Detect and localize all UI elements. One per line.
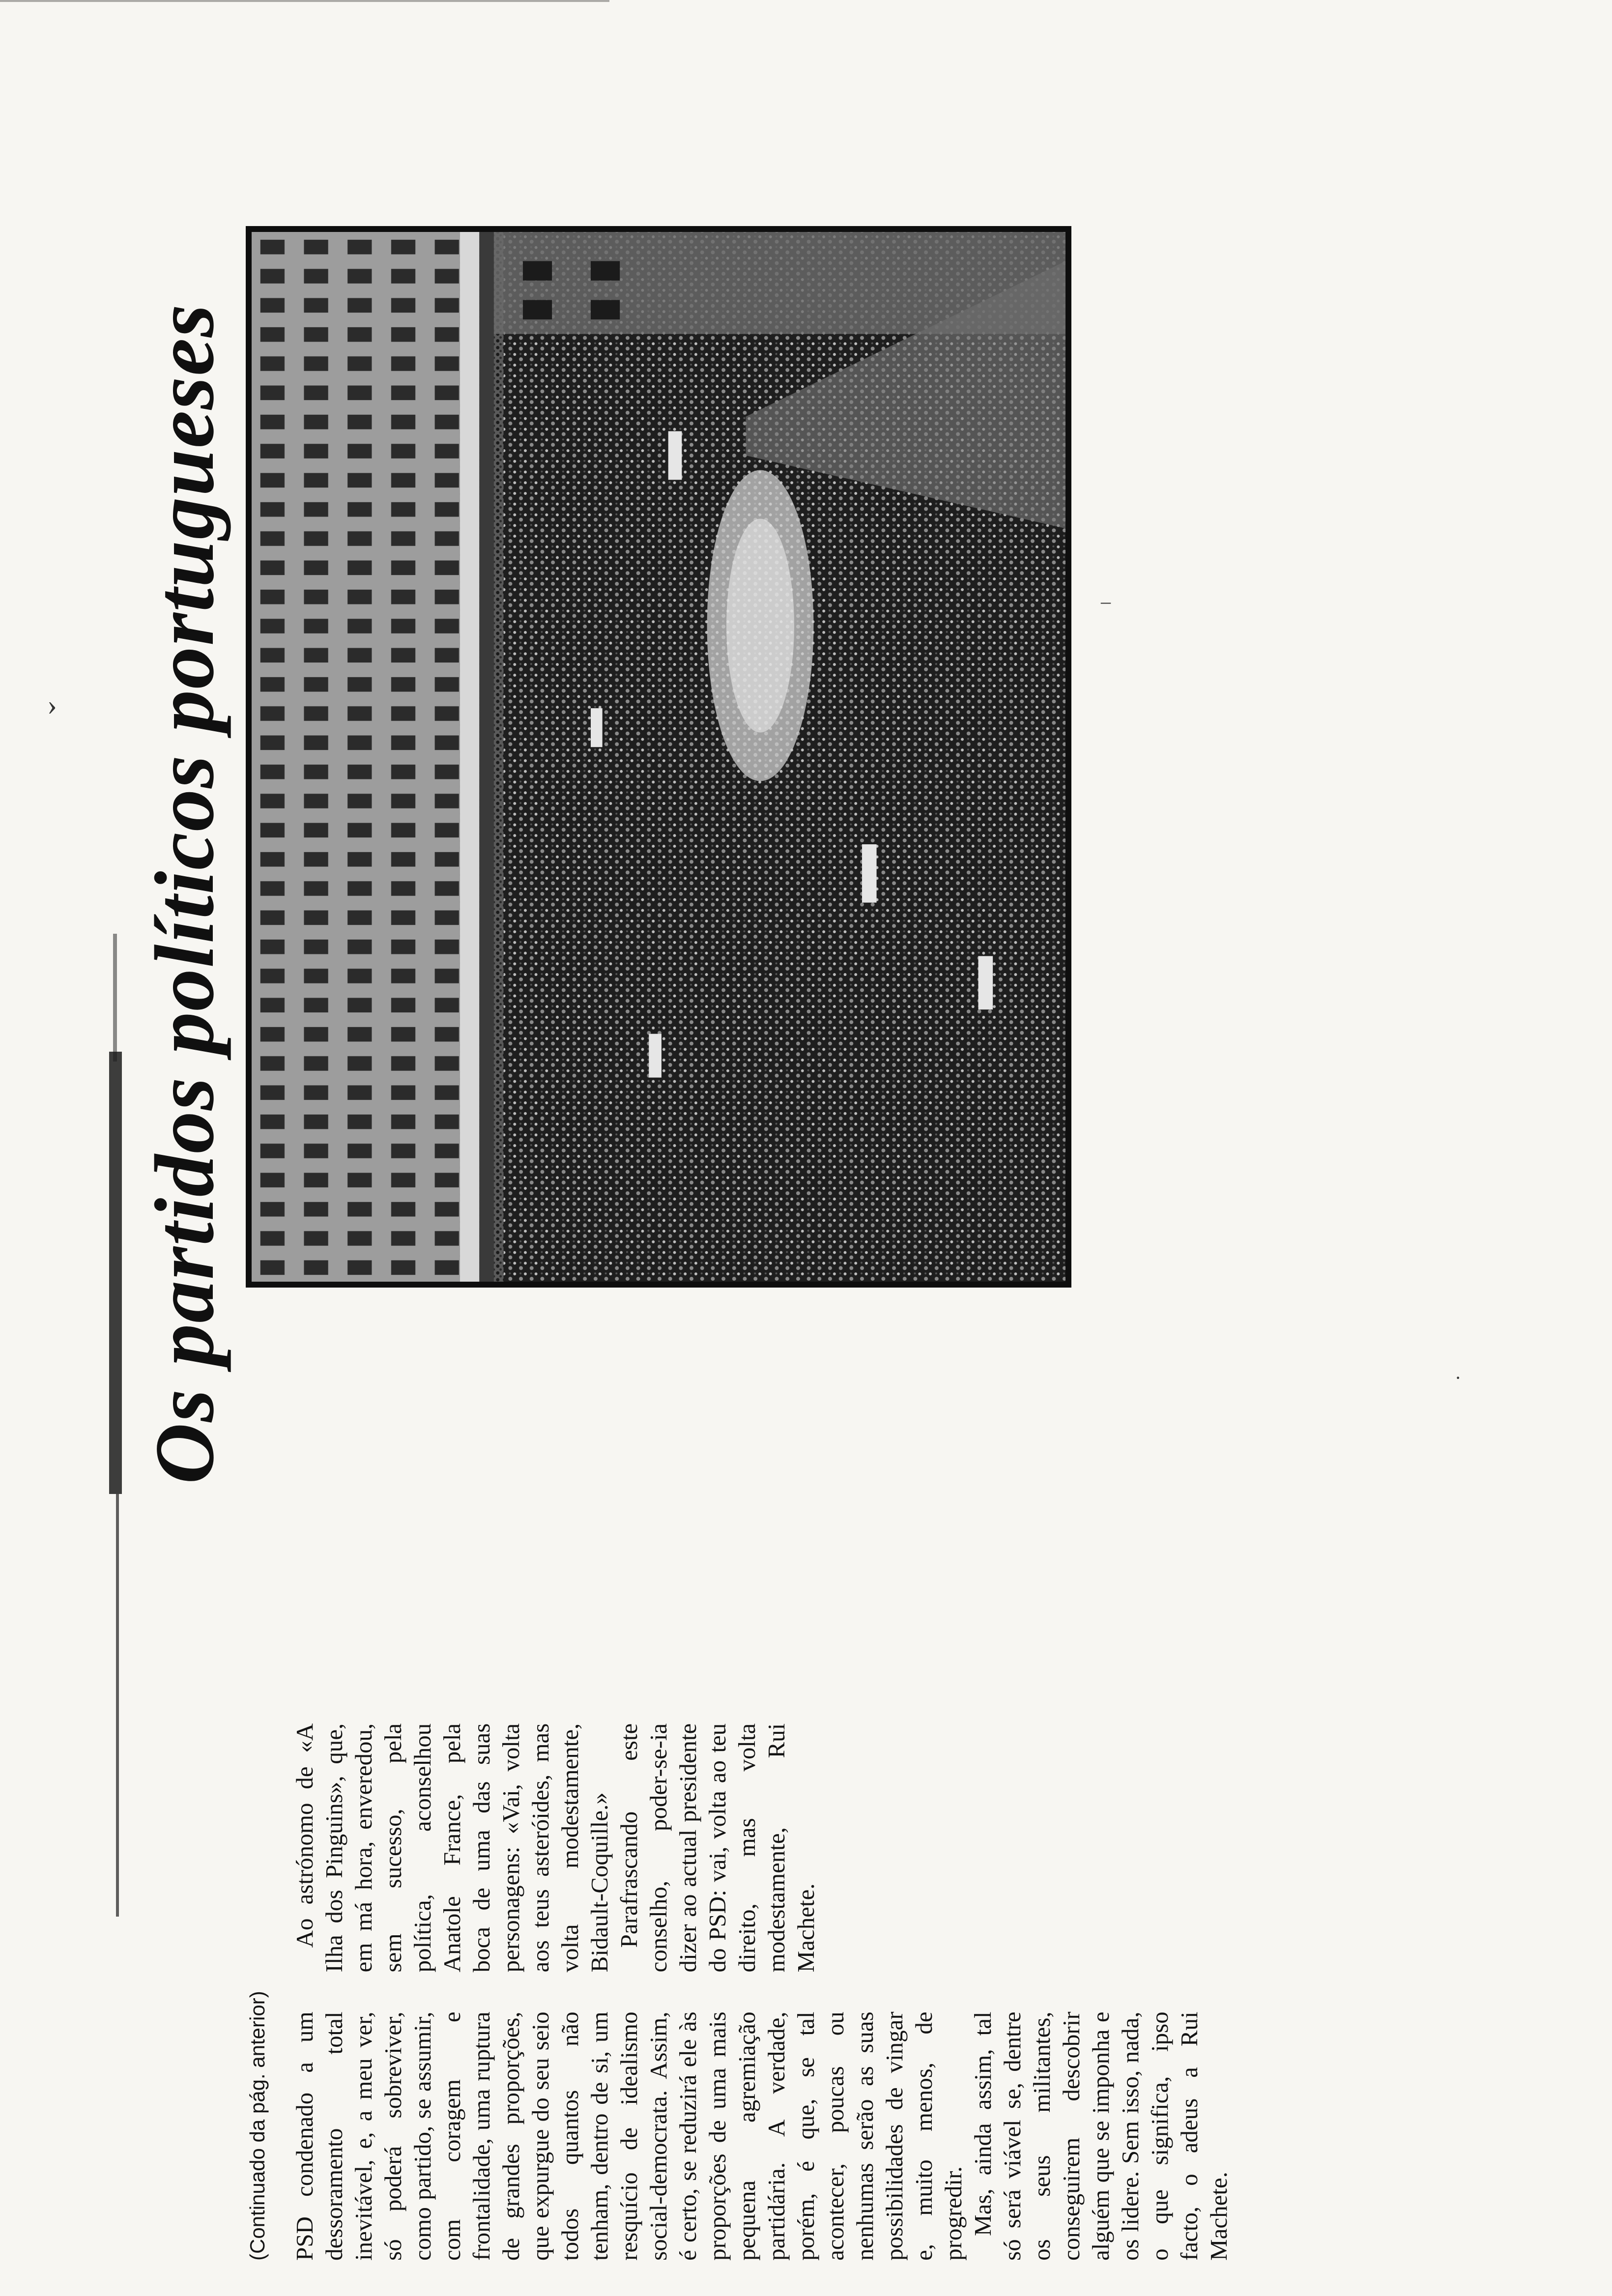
article-paragraph: Mas, ainda assim, tal só será viável se, dentre os seus militantes, conseguirem descobrir alguém que se imponha e os lidere. Sem isso, nada, o que significa, ipso facto, o adeus a Rui Machete. bbox=[969, 2011, 1232, 2261]
stray-mark: · bbox=[1455, 1367, 1462, 1389]
article-paragraph: Parafrascando este conselho, poder-se-ia dizer ao actual presidente do PSD: vai, volta ao teu direito, mas volta modestamente, Rui Machete. bbox=[615, 1723, 819, 1973]
article-paragraph: Ao astrónomo de «A Ilha dos Pinguins», que, em má hora, enveredou, sem sucesso, pela política, aconselhou Anatole France, pela boca de uma das suas personagens: «Vai, volta aos teus asteróides, mas volta modestamente, Bidault-Coquille.» bbox=[291, 1723, 613, 1973]
crowd-photo bbox=[246, 226, 1071, 1288]
article-columns bbox=[290, 1435, 1263, 2261]
crowd-photo-image bbox=[252, 232, 1065, 1282]
continuation-note: (Continuado da pág. anterior) bbox=[246, 1991, 269, 2261]
headline: Os partidos políticos portugueses bbox=[138, 303, 231, 1484]
article-paragraph: PSD condenado a um dessoramento total inevitável, e, a meu ver, só poderá sobreviver, como partido, se assumir, com coragem e frontalidade, uma ruptura de grandes proporções, que expurgue do seu seio todos quantos não tenham, dentro de si, um resquício de idealismo social-democrata. Assim, é certo, se reduzirá ele às proporções de uma mais pequena agremiação partidária. A verdade, porém, é que, se tal acontecer, poucas ou nenhumas serão as suas possibilidades de vingar e, muito menos, de progredir. bbox=[291, 2011, 967, 2261]
stray-mark: › bbox=[47, 689, 57, 721]
stray-mark: – bbox=[1101, 590, 1111, 612]
article-body bbox=[236, 1435, 1268, 2261]
newspaper-clipping bbox=[20, 88, 1278, 2280]
scan-top-line bbox=[0, 0, 609, 2]
